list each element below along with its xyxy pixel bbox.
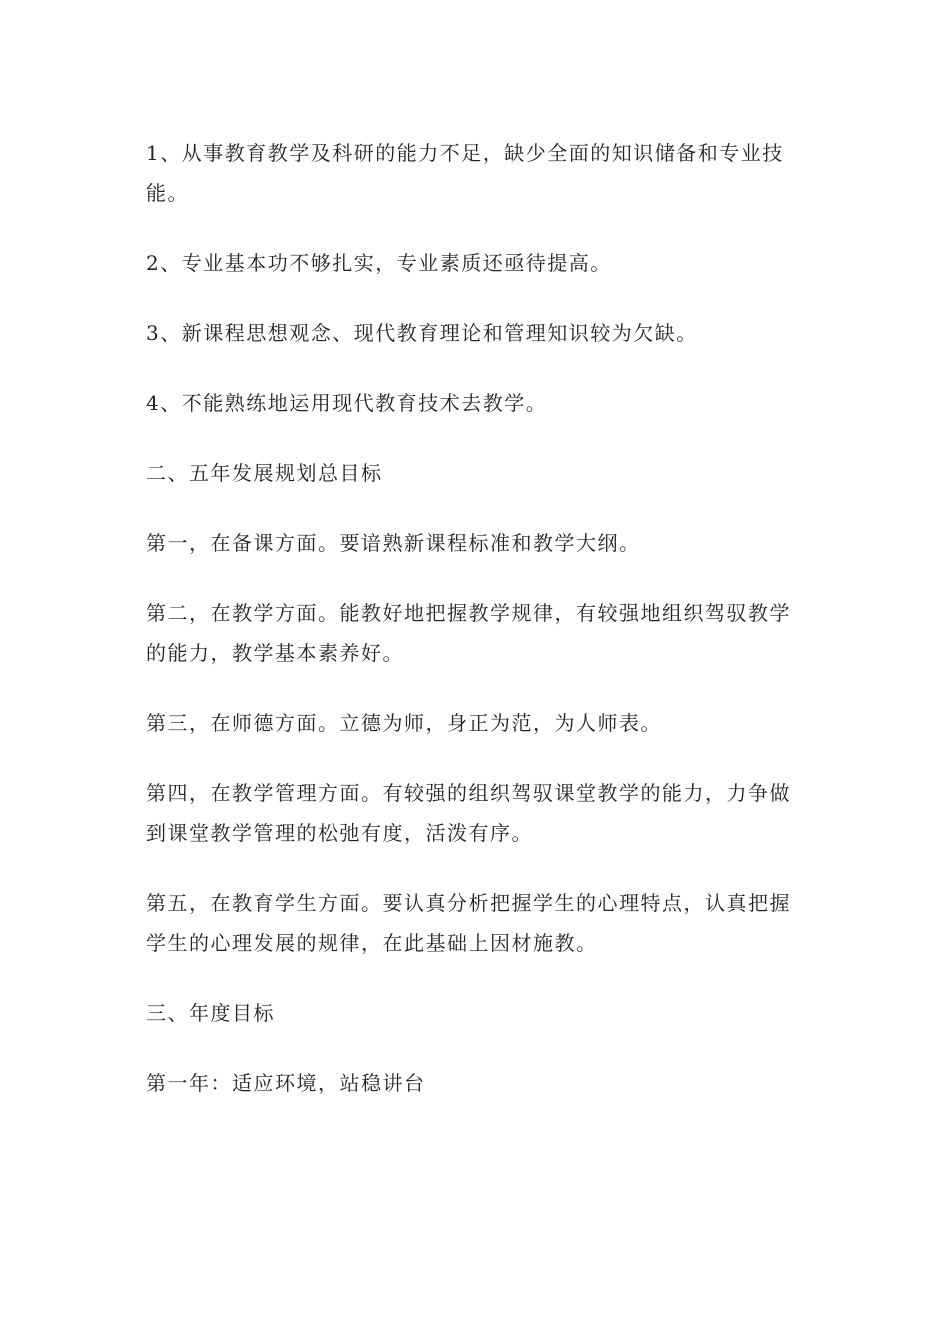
goal-paragraph-4: 第四，在教学管理方面。有较强的组织驾驭课堂教学的能力，力争做到课堂教学管理的松弛有度，活泼有序。 [146, 781, 791, 845]
section-heading-overall-goals: 二、五年发展规划总目标 [146, 461, 383, 485]
list-item-weakness-1: 1、从事教育教学及科研的能力不足，缺少全面的知识储备和专业技能。 [146, 141, 784, 205]
goal-paragraph-3: 第三，在师德方面。立德为师，身正为范，为人师表。 [146, 711, 662, 735]
list-item-weakness-4: 4、不能熟练地运用现代教育技术去教学。 [146, 391, 548, 415]
list-item-weakness-2: 2、专业基本功不够扎实，专业素质还亟待提高。 [146, 251, 612, 275]
goal-paragraph-5: 第五，在教育学生方面。要认真分析把握学生的心理特点，认真把握学生的心理发展的规律，在此基础上因材施教。 [146, 891, 791, 955]
document-body [146, 133, 806, 1133]
goal-paragraph-2: 第二，在教学方面。能教好地把握教学规律，有较强地组织驾驭教学的能力，教学基本素养好。 [146, 601, 791, 665]
annual-goal-year-1: 第一年：适应环境，站稳讲台 [146, 1071, 426, 1095]
goal-paragraph-1: 第一，在备课方面。要谙熟新课程标准和教学大纲。 [146, 531, 641, 555]
section-heading-annual-goals: 三、年度目标 [146, 1001, 275, 1025]
list-item-weakness-3: 3、新课程思想观念、现代教育理论和管理知识较为欠缺。 [146, 321, 698, 345]
